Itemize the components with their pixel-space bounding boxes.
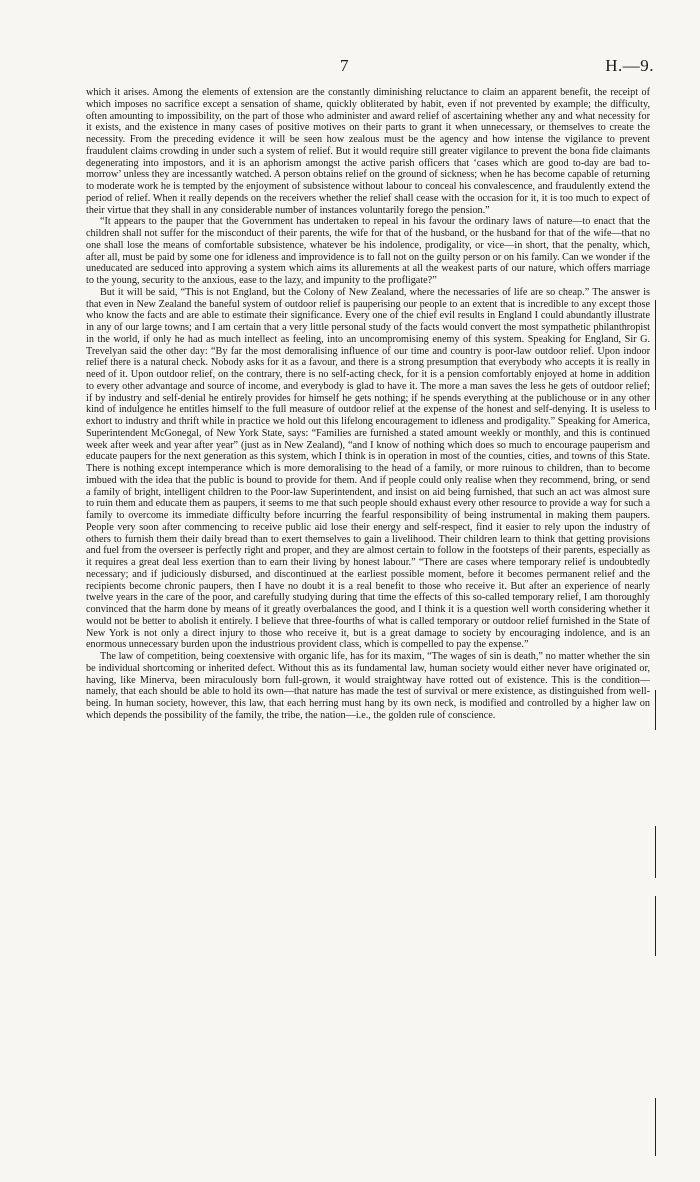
paragraph-3: But it will be said, “This is not England, but the Colony of New Zealand, where the necessaries of life are so cheap.” The answer is that even in New Zealand the baneful system of outdoor relief is pauperising our people to an extent that is incredible to any except those who know the facts and are able to estimate their significance. Every one of the chief evil results in England I could abundantly illustrate in any of our large towns; and I am certain that a very little personal study of the facts would convert the most sympathetic philanthropist in the world, if only he had as much intellect as feeling, into an uncompromising enemy of this system. Speaking for England, Sir G. Trevelyan said the other day: “By far the most demoralising influence of our time and country is poor-law outdoor relief. Upon indoor relief there is a natural check. Nobody asks for it as a favour, and there is a strong presumption that everybody who accepts it is really in need of it. Upon outdoor relief, on the contrary, there is no self-acting check, for it is a pension comfortably enjoyed at home in addition to every other advantage and source of income, and everybody is glad to have it. The more a man saves the less he gets of outdoor relief; if by industry and self-denial he entirely provides for himself he gets nothing; if he spends everything at the publichouse or in any other kind of indulgence he entitles himself to the full measure of outdoor relief at the expense of the honest and self-denying. It is useless to exhort to industry and thrift while in practice we hold out this lifelong encouragement to idleness and prodigality.” Speaking for America, Superintendent McGonegal, of New York State, says: “Families are furnished a stated amount weekly or monthly, and this is continued week after week and year after year” (just as in New Zealand), “and I know of nothing which does so much to encourage pauperism and educate paupers for the next generation as this system, which I think is in operation in most of the counties, cities, and towns of this State. There is nothing except intemperance which is more demoralising to the head of a family, or more ruinous to children, than to become imbued with the idea that the public is bound to provide for them. And if people could only realise when they recommend, bring, or send a family of bright, intelligent children to the Poor-law Superintendent, and insist on aid being furnished, that such an act was almost sure to ruin them and educate them as paupers, it seems to me that such people should exhaust every other resource to provide a way for such a family to overcome its immediate difficulty before incurring the fearful responsibility of being instrumental in making them paupers. People very soon after commencing to receive public aid lose their energy and self-respect, find it easier to rely upon the industry of others to furnish them their daily bread than to exert themselves to gain a livelihood. Their children learn to think that getting provisions and fuel from the overseer is perfectly right and proper, and they are almost certain to follow in the footsteps of their parents, especially as it requires a great deal less exertion than to earn their living by honest labour.” “There are cases where temporary relief is undoubtedly necessary; and if judiciously disbursed, and discontinued at the earliest possible moment, before it becomes permanent relief and the recipients become chronic paupers, then I have no doubt it is a real benefit to those who receive it. But after an experience of nearly twelve years in the care of the poor, and carefully studying during that time the effects of this so-called temporary relief, I am thoroughly convinced that the harm done by means of it greatly overbalances the good, and I think it is a question well worth considering whether it would not be better to abolish it entirely. I believe that three-fourths of what is called temporary or outdoor relief furnished in the State of New York is not only a direct injury to those who receive it, but is a great damage to society by encouraging indolence, and is an enormous unnecessary burden upon the industrious provident class, which is compelled to pay the expense.” (86, 286, 650, 651)
document-reference: H.—9. (605, 56, 654, 75)
margin-rule (655, 826, 656, 878)
paragraph-4: The law of competition, being coextensive with organic life, has for its maxim, “The wages of sin is death,” no matter whether the sin be individual shortcoming or inherited defect. Without this as its fundamental law, human society would either never have originated or, having, like Minerva, been miraculously born full-grown, it would straightway have rotted out of existence. This is the condition—namely, that each should be able to hold its own—that nature has made the test of survival or mere existence, as distinguished from well-being. In human society, however, this law, that each herring must hang by its own neck, is modified and controlled by a higher law on which depends the possibility of the family, the tribe, the nation—i.e., the golden rule of conscience. (86, 651, 650, 721)
margin-rule (655, 300, 656, 410)
page-header (0, 56, 700, 80)
margin-rule (655, 1098, 656, 1156)
page-number: 7 (340, 56, 349, 75)
body-text (86, 87, 650, 722)
paragraph-1: which it arises. Among the elements of extension are the constantly diminishing reluctance to claim an apparent benefit, the receipt of which imposes no sacrifice except a sensation of shame, quickly obliterated by habit, even if not prevented by example; the difficulty, often amounting to impossibility, on the part of those who administer and award relief of ascertaining whether any and what necessity for it exists, and the existence in many cases of positive motives on their parts to grant it when unnecessary, or themselves to create the necessity. From the preceding evidence it will be seen how zealous must be the agency and how intense the vigilance to prevent fraudulent claims crowding in under such a system of relief. But it would require still greater vigilance to prevent the bona fide claimants degenerating into impostors, and it is an aphorism amongst the active parish officers that ‘cases which are good to-day are bad to-morrow’ unless they are incessantly watched. A person obtains relief on the ground of sickness; when he has become capable of returning to moderate work he is tempted by the enjoyment of subsistence without labour to conceal his convalescence, and fraudulently extend the period of relief. When it really depends on the receivers whether the relief shall cease with the occasion for it, it is too much to expect of their virtue that they shall in any considerable number of instances voluntarily forego the pension.” (86, 87, 650, 216)
paragraph-2: “It appears to the pauper that the Government has undertaken to repeal in his favour the ordinary laws of nature—to enact that the children shall not suffer for the misconduct of their parents, the wife for that of the husband, or the husband for that of the wife—that no one shall lose the means of comfortable subsistence, whatever be his indolence, prodigality, or vice—in short, that the penalty, which, after all, must be paid by some one for idleness and improvidence is to fall not on the guilty person or on his family. Can we wonder if the uneducated are seduced into approving a system which aims its allurements at all the weakest parts of our nature, which offers marriage to the young, security to the anxious, ease to the lazy, and impunity to the profligate?” (86, 216, 650, 286)
margin-rule (655, 690, 656, 730)
margin-rule (655, 896, 656, 956)
